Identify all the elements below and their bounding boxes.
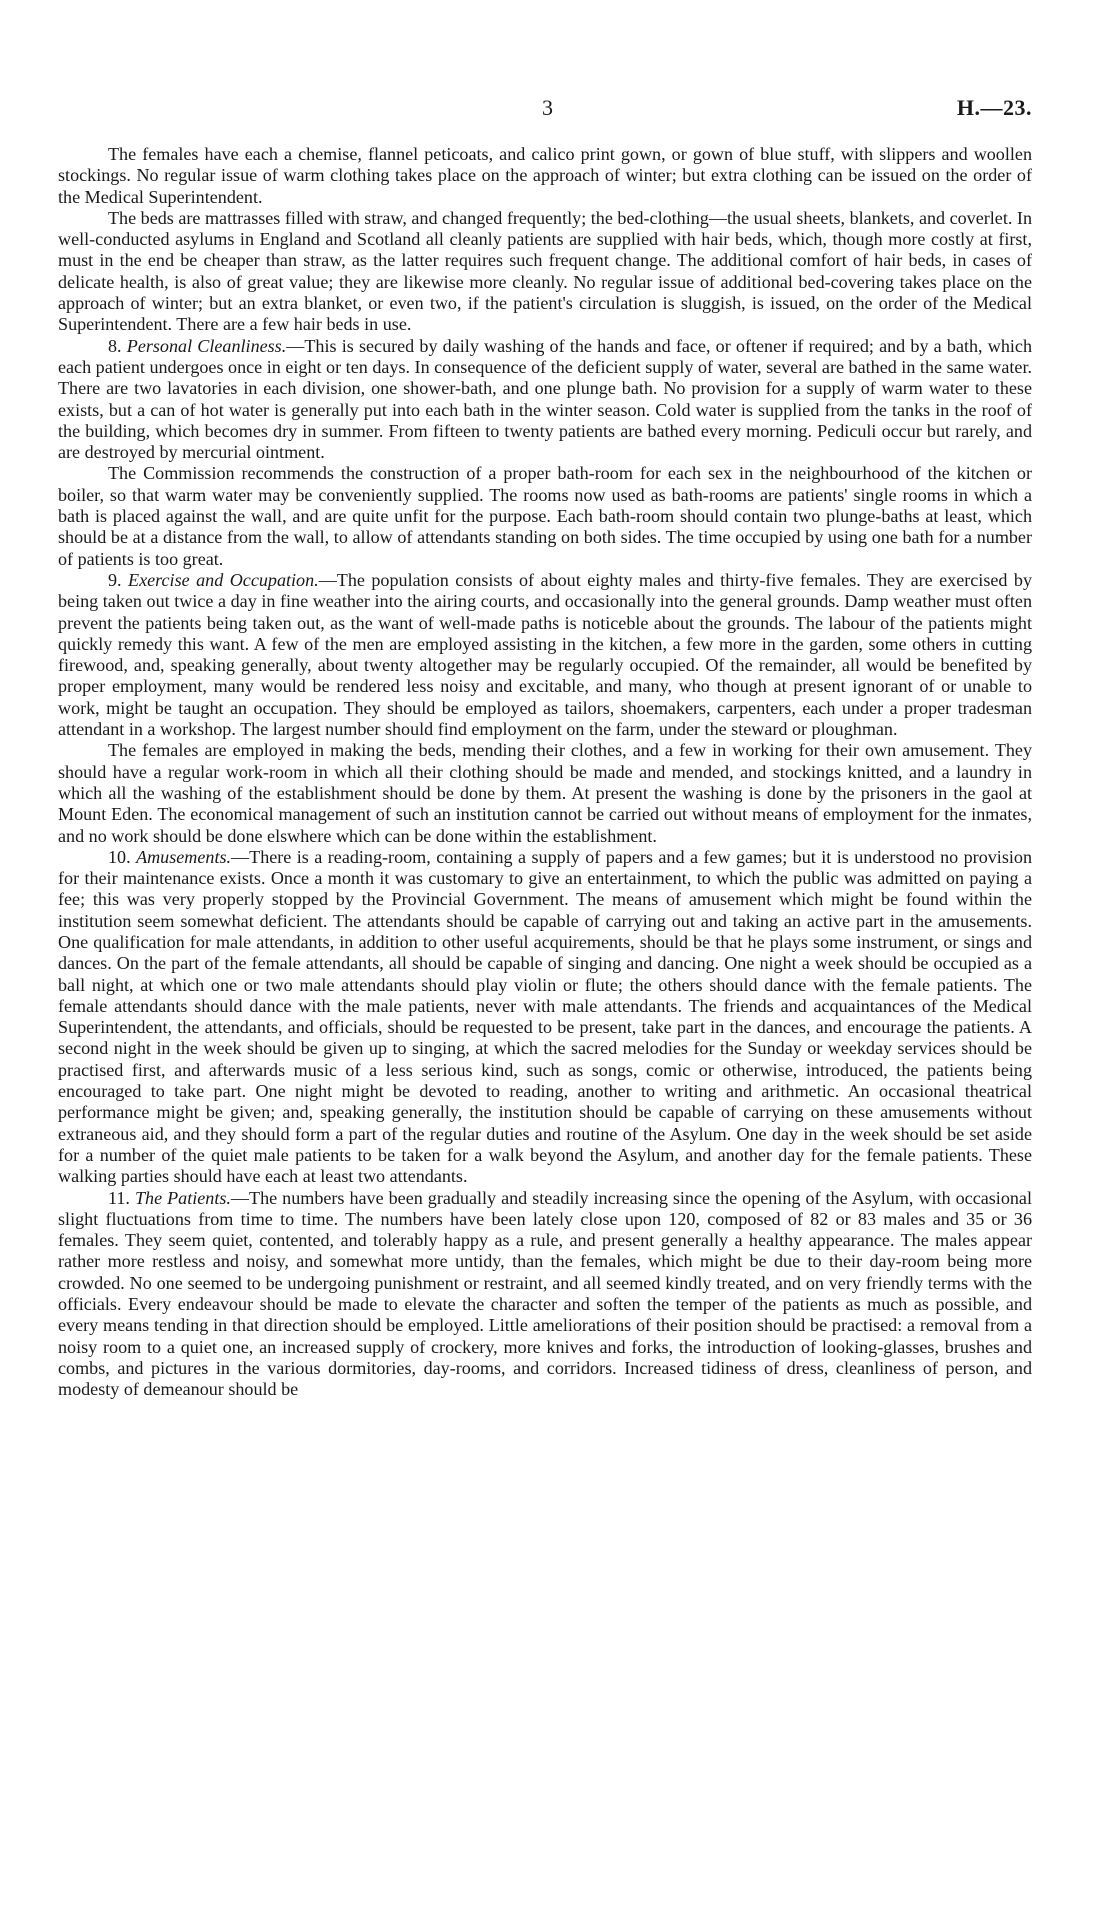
paragraph-text: —The numbers have been gradually and steadily increasing since the opening of the Asylum, with occasional slight fluctuations from time to time. The numbers have been lately close upon 120, composed of 82 or 83 males and 35 or 36 females. They seem quiet, contented, and tolerably happy as a rule, and present generally a healthy appearance. The males appear rather more restless and noisy, and somewhat more untidy, than the females, which might be due to their day-room being more crowded. No one seemed to be undergoing punishment or restraint, and all seemed kindly treated, and on very friendly terms with the officials. Every endeavour should be made to elevate the character and soften the temper of the patients as much as possible, and every means tending in that direction should be employed. Little ameliorations of their position should be practised: a removal from a noisy room to a quiet one, an increased supply of crockery, more knives and forks, the introduction of looking-glasses, brushes and combs, and pictures in the various dormitories, day-rooms, and corridors. Increased tidiness of dress, cleanliness of person, and modesty of demeanour should be [58,1187,1032,1400]
paragraph-text: The beds are mattrasses filled with straw, and changed frequently; the bed-clothing—the usual sheets, blankets, and coverlet. In well-conducted asylums in England and Scotland all cleanly patients are supplied with hair beds, which, though more costly at first, must in the end be cheaper than straw, as the latter requires such frequent change. The additional comfort of hair beds, in cases of delicate health, is also of great value; they are likewise more cleanly. No regular issue of additional bed-covering takes place on the approach of winter; but an extra blanket, or even two, if the patient's circulation is sluggish, is issued, on the order of the Medical Superintendent. There are a few hair beds in use. [58,207,1032,335]
paragraph-title: The Patients. [134,1187,231,1208]
paragraph-text: The females have each a chemise, flannel peticoats, and calico print gown, or gown of blue stuff, with slippers and woollen stockings. No regular issue of warm clothing takes place on the approach of winter; but extra clothing can be issued on the order of the Medical Superintendent. [58,144,1032,207]
paragraph-number: 9. [108,569,129,590]
paragraph-text: —This is secured by daily washing of the hands and face, or oftener if required; and by a bath, which each patient undergoes once in eight or ten days. In consequence of the deficient supply of water, several are bathed in the same water. There are two lavatories in each division, one shower-bath, and one plunge bath. No provision for a supply of warm water to these exists, but a can of hot water is generally put into each bath in the winter season. Cold water is supplied from the tanks in the roof of the building, which becomes dry in summer. From fifteen to twenty patients are bathed every morning. Pediculi occur but rarely, and are destroyed by mercurial ointment. [58,335,1032,463]
paragraph-title: Personal Cleanliness. [126,335,287,356]
paragraph-amusements [58,847,1032,1188]
body-text [58,144,1032,1401]
paragraph-title: Exercise and Occupation. [128,569,319,590]
paragraph-exercise-occupation [58,570,1032,740]
page-number: 3 [542,95,553,120]
paragraph-female-work [58,740,1032,846]
paragraph-text: —There is a reading-room, containing a supply of papers and a few games; but it is understood no provision for their maintenance exists. Once a month it was customary to give an entertainment, to which the public was admitted on paying a fee; this was very properly stopped by the Provincial Government. The means of amusement which might be found within the institution seem somewhat deficient. The attendants should be capable of carrying out and taking an active part in the amusements. One qualification for male attendants, in addition to other useful acquirements, should be that he plays some instrument, or sings and dances. On the part of the female attendants, all should be capable of singing and dancing. One night a week should be occupied as a ball night, at which one or two male attendants should play violin or flute; the others should dance with the female patients. The female attendants should dance with the male patients, never with male attendants. The friends and acquaintances of the Medical Superintendent, the attendants, and officials, should be requested to be present, take part in the dances, and encourage the patients. A second night in the week should be given up to singing, at which the sacred melodies for the Sunday or weekday services should be practised first, and afterwards music of a less serious kind, such as songs, comic or otherwise, introduced, the patients being encouraged to take part. One night might be devoted to reading, another to writing and arithmetic. An occasional theatrical performance might be given; and, speaking generally, the institution should be capable of carrying on these amusements without extraneous aid, and they should form a part of the regular duties and routine of the Asylum. One day in the week should be set aside for a number of the quiet male patients to be taken for a walk beyond the Asylum, and another day for the female patients. These walking parties should have each at least two attendants. [58,846,1032,1187]
paragraph-text: The females are employed in making the beds, mending their clothes, and a few in working for their own amusement. They should have a regular work-room in which all their clothing should be made and mended, and stockings knitted, and a laundry in which all the washing of the establishment should be done by them. At present the washing is done by the prisoners in the gaol at Mount Eden. The economical management of such an institution cannot be carried out without means of employment for the inmates, and no work should be done elswhere which can be done within the establishment. [58,740,1032,846]
paragraph-the-patients [58,1188,1032,1401]
paragraph-number: 10. [108,846,137,867]
paragraph-text: —The population consists of about eighty males and thirty-five females. They are exercised by being taken out twice a day in fine weather into the airing courts, and occasionally into the general grounds. Damp weather must often prevent the patients being taken out, as the want of well-made paths is noticeble about the grounds. The labour of the patients might quickly remedy this want. A few of the men are employed assisting in the kitchen, a few more in the garden, some others in cutting firewood, and, speaking generally, about twenty altogether may be regularly occupied. Of the remainder, all would be benefited by proper employment, many would be rendered less noisy and excitable, and many, who though at present ignorant of or unable to work, might be taught an occupation. They should be employed as tailors, shoemakers, carpenters, each under a proper tradesman attendant in a workshop. The largest number should find employment on the farm, under the steward or ploughman. [58,569,1033,740]
paragraph-number: 8. [108,335,127,356]
paragraph-bath-rooms [58,463,1032,569]
paragraph-personal-cleanliness [58,336,1032,464]
paragraph-number: 11. [108,1187,135,1208]
document-code: H.—23. [956,95,1032,120]
paragraph-clothing [58,144,1032,208]
paragraph-title: Amusements. [136,846,232,867]
paragraph-text: The Commission recommends the construction of a proper bath-room for each sex in the neighbourhood of the kitchen or boiler, so that warm water may be conveniently supplied. The rooms now used as bath-rooms are patients' single rooms in which a bath is placed against the wall, and are quite unfit for the purpose. Each bath-room should contain two plunge-baths at least, which should be at a distance from the wall, to allow of attendants standing on both sides. The time occupied by using one bath for a number of patients is too great. [58,463,1032,569]
paragraph-beds [58,208,1032,336]
